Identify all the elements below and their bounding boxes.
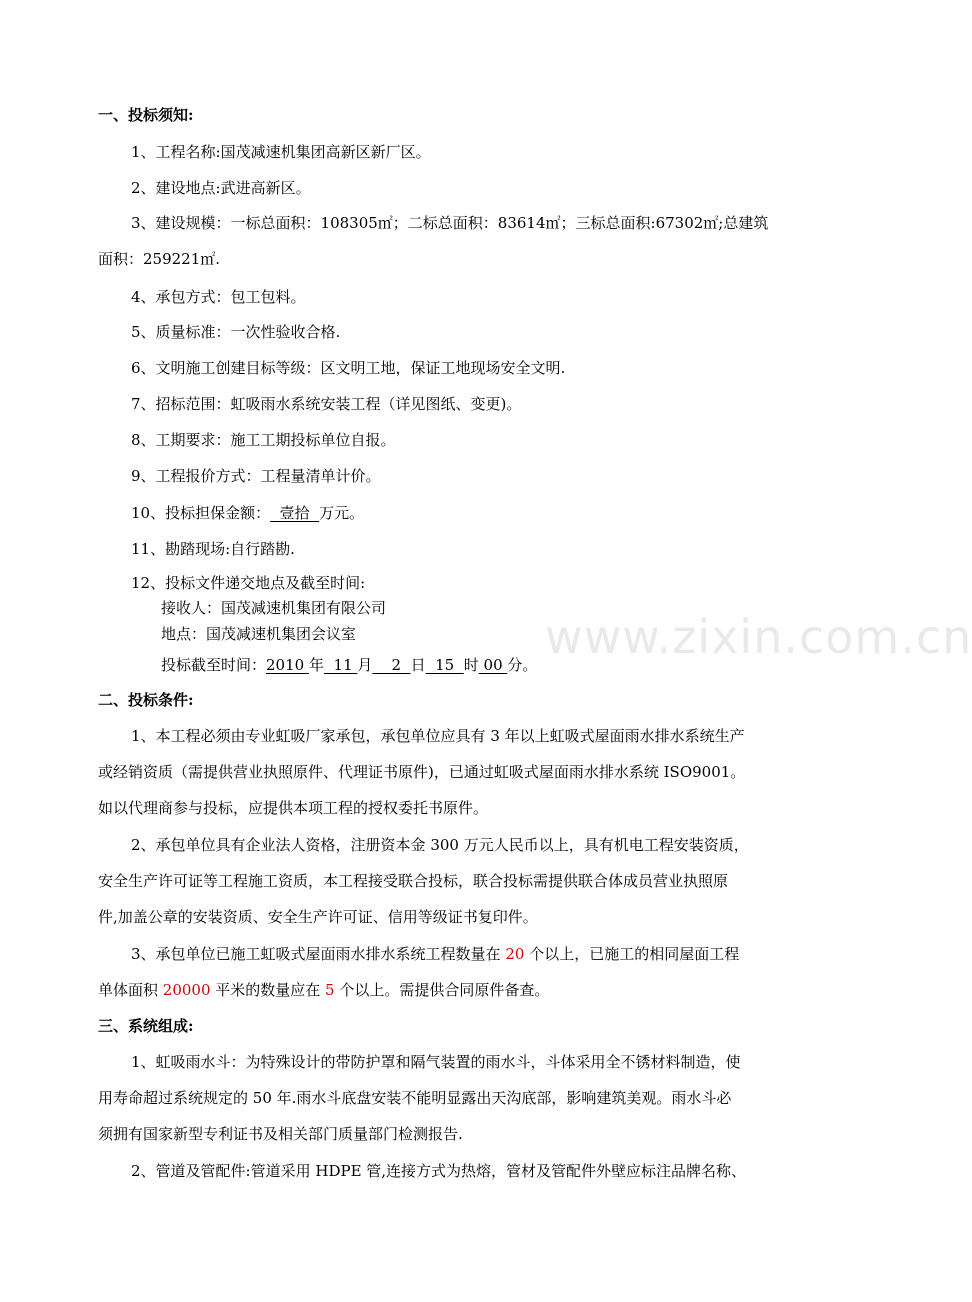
condition-3-text-a: 3、承包单位已施工虹吸式屋面雨水排水系统工程数量在: [131, 945, 506, 963]
condition-1-line-1: 1、本工程必须由专业虹吸厂家承包，承包单位应具有 3 年以上虹吸式屋面雨水排水系统生产: [131, 727, 745, 745]
item-1: 1、工程名称:国茂减速机集团高新区新厂区。: [131, 143, 431, 161]
component-1-line-3: 须拥有国家新型专利证书及相关部门质量部门检测报告.: [98, 1125, 463, 1143]
minute-unit: 分。: [507, 656, 538, 674]
day-unit: 日: [410, 656, 426, 674]
area-value: 20000: [162, 981, 211, 999]
deadline-day: 2: [372, 656, 411, 674]
component-1-line-1: 1、虹吸雨水斗：为特殊设计的带防护罩和隔气装置的雨水斗，斗体采用全不锈材料制造，使: [131, 1053, 741, 1071]
condition-1-line-3: 如以代理商参与投标，应提供本项工程的授权委托书原件。: [98, 799, 489, 817]
item-8: 8、工期要求：施工工期投标单位自报。: [131, 431, 396, 449]
condition-2-line-1: 2、承包单位具有企业法人资格，注册资本金 300 万元人民币以上，具有机电工程安装资质，: [131, 836, 749, 854]
component-1-line-2: 用寿命超过系统规定的 50 年.雨水斗底盘安装不能明显露出天沟底部，影响建筑美观。雨水斗必: [98, 1089, 732, 1107]
year-unit: 年: [308, 656, 324, 674]
section-3-heading: 三、系统组成:: [98, 1017, 194, 1035]
section-1-heading: 一、投标须知:: [98, 106, 194, 124]
project-count: 20: [505, 945, 525, 963]
item-3-cont: 面积：259221㎡.: [98, 250, 221, 268]
item-9: 9、工程报价方式：工程量清单计价。: [131, 467, 381, 485]
place: 地点：国茂减速机集团会议室: [161, 625, 357, 643]
min-count: 5: [325, 981, 335, 999]
item-10-prefix: 10、投标担保金额：: [131, 504, 271, 522]
item-10: [131, 503, 364, 523]
deadline-hour: 15: [425, 656, 464, 674]
item-10-suffix: 万元。: [319, 504, 365, 522]
deadline-minute: 00: [478, 656, 508, 674]
section-2-heading: 二、投标条件:: [98, 691, 194, 709]
condition-3-line-2: [98, 980, 549, 1000]
condition-2-line-2: 安全生产许可证等工程施工资质，本工程接受联合投标，联合投标需提供联合体成员营业执照原: [98, 872, 729, 890]
guarantee-amount: 壹拾: [270, 504, 320, 522]
condition-3-text-c: 单体面积: [98, 981, 163, 999]
item-4: 4、承包方式：包工包料。: [131, 288, 306, 306]
component-2-line-1: 2、管道及管配件:管道采用 HDPE 管,连接方式为热熔，管材及管配件外壁应标注品牌名称、: [131, 1162, 747, 1180]
item-6: 6、文明施工创建目标等级：区文明工地，保证工地现场安全文明.: [131, 359, 566, 377]
watermark: www.zixin.com.cn: [545, 610, 972, 664]
item-2: 2、建设地点:武进高新区。: [131, 179, 311, 197]
item-11: 11、勘踏现场:自行踏勘.: [131, 540, 295, 558]
item-5: 5、质量标准：一次性验收合格.: [131, 323, 341, 341]
receiver: 接收人：国茂减速机集团有限公司: [161, 599, 387, 617]
condition-3-text-d: 平米的数量应在: [210, 981, 326, 999]
hour-unit: 时: [463, 656, 479, 674]
condition-3-text-e: 个以上。需提供合同原件备查。: [334, 981, 550, 999]
condition-3-line-1: [131, 944, 739, 964]
item-3: 3、建设规模：一标总面积：108305㎡；二标总面积：83614㎡；三标总面积:67302㎡;总建筑: [131, 214, 769, 232]
deadline: [161, 655, 537, 675]
item-12-title: 12、投标文件递交地点及截至时间:: [131, 574, 366, 592]
condition-2-line-3: 件,加盖公章的安装资质、安全生产许可证、信用等级证书复印件。: [98, 908, 538, 926]
deadline-month: 11: [323, 656, 358, 674]
condition-3-text-b: 个以上，已施工的相同屋面工程: [524, 945, 740, 963]
item-7: 7、招标范围：虹吸雨水系统安装工程（详见图纸、变更)。: [131, 395, 522, 413]
condition-1-line-2: 或经销资质（需提供营业执照原件、代理证书原件)，已通过虹吸式屋面雨水排水系统 ISO9001。: [98, 763, 746, 781]
month-unit: 月: [357, 656, 373, 674]
deadline-label: 投标截至时间：: [161, 656, 267, 674]
deadline-year: 2010: [266, 656, 309, 674]
